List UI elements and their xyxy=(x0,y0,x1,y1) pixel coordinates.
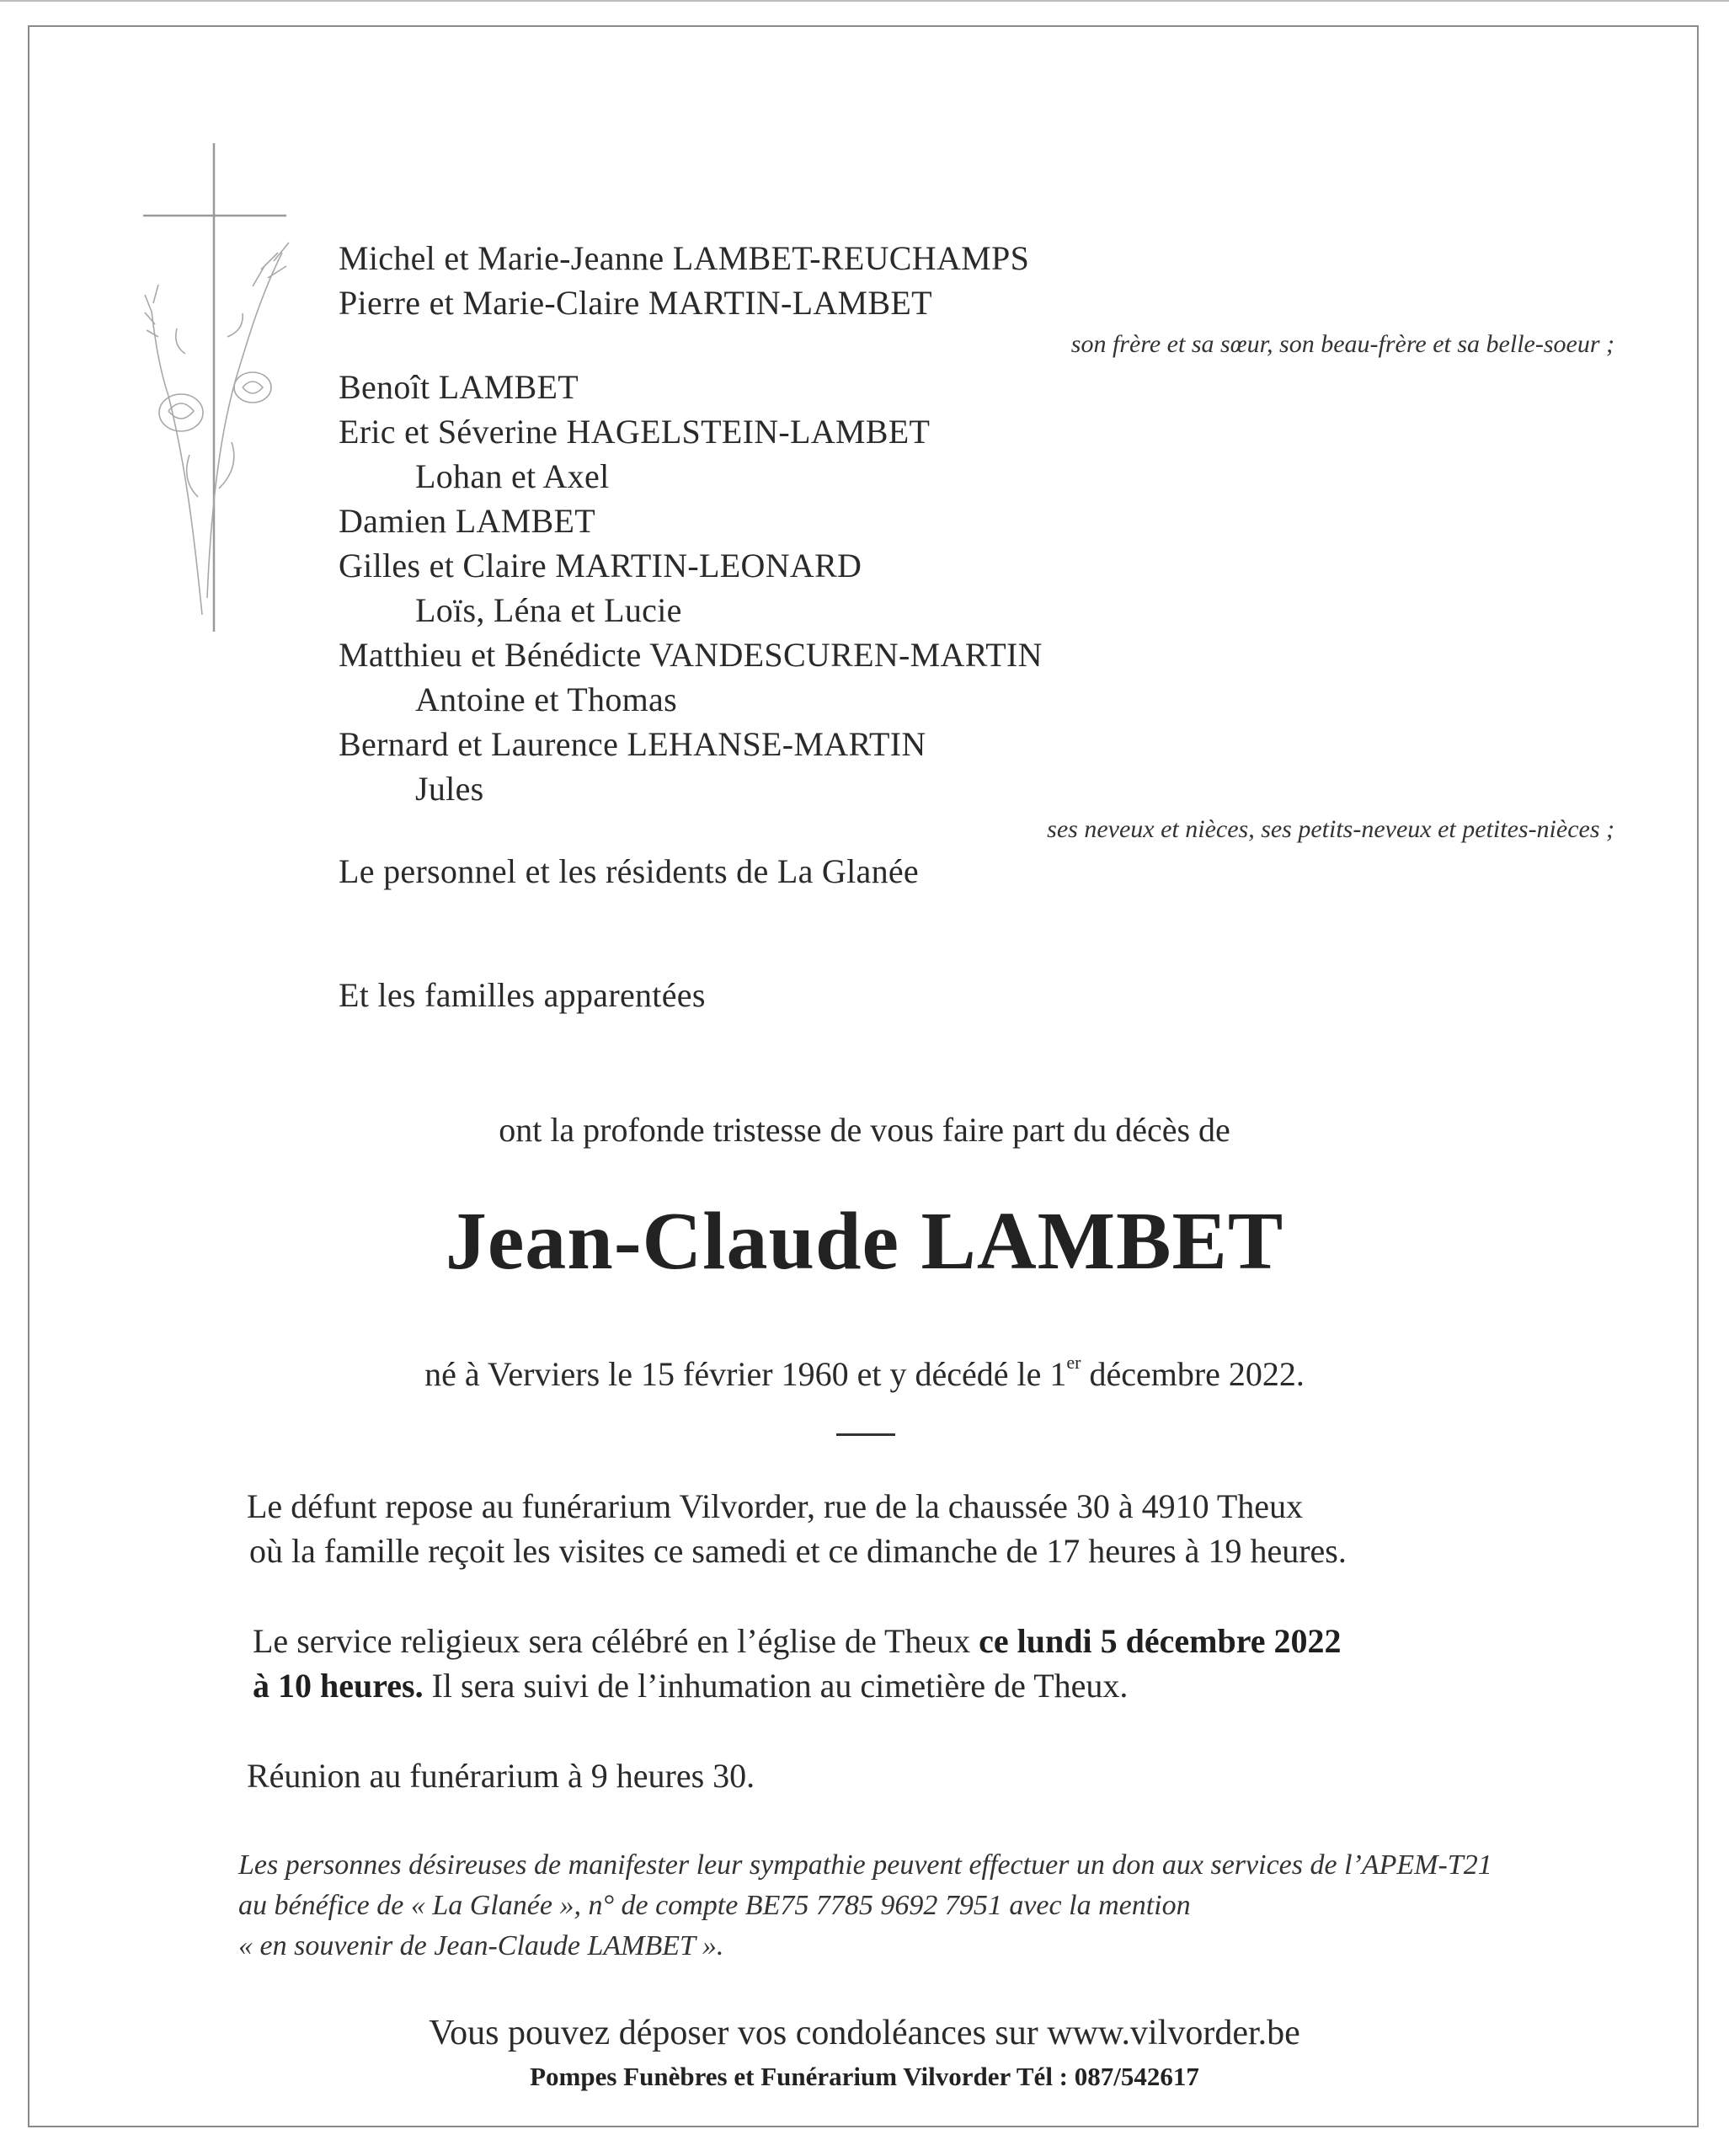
relation-caption: ses neveux et nièces, ses petits-neveux et petites-nièces ; xyxy=(1047,815,1614,843)
child-line: Jules xyxy=(415,770,484,808)
service-line: à 10 heures. Il sera suivi de l’inhumation au cimetière de Theux. xyxy=(253,1667,1129,1705)
family-line: Pierre et Marie-Claire MARTIN-LAMBET xyxy=(339,284,932,322)
family-line: Gilles et Claire MARTIN-LEONARD xyxy=(339,547,862,584)
families-line: Et les familles apparentées xyxy=(339,976,706,1014)
family-line: Damien LAMBET xyxy=(339,502,595,540)
child-line: Antoine et Thomas xyxy=(415,680,677,718)
child-line: Loïs, Léna et Lucie xyxy=(415,591,682,629)
family-line: Bernard et Laurence LEHANSE-MARTIN xyxy=(339,725,926,763)
family-line: Benoît LAMBET xyxy=(339,368,579,406)
top-rule xyxy=(0,0,1729,2)
relation-caption: son frère et sa sœur, son beau-frère et sa belle-soeur ; xyxy=(1070,330,1614,358)
family-line: Michel et Marie-Jeanne LAMBET-REUCHAMPS xyxy=(339,239,1030,277)
repose-line: où la famille reçoit les visites ce samedi et ce dimanche de 17 heures à 19 heures. xyxy=(249,1532,1347,1570)
announcement-intro: ont la profonde tristesse de vous faire part du décès de xyxy=(499,1111,1230,1149)
family-line: Eric et Séverine HAGELSTEIN-LAMBET xyxy=(339,413,931,451)
family-line: Matthieu et Bénédicte VANDESCUREN-MARTIN xyxy=(339,636,1043,674)
donation-note: au bénéfice de « La Glanée », n° de compte BE75 7785 9692 7951 avec la mention xyxy=(238,1890,1191,1921)
deceased-name: Jean-Claude LAMBET xyxy=(445,1196,1284,1287)
donation-note: Les personnes désireuses de manifester leur sympathie peuvent effectuer un don aux services de l’APEM-T21 xyxy=(238,1849,1492,1881)
funeral-home-line: Pompes Funèbres et Funérarium Vilvorder Tél : 087/542617 xyxy=(530,2062,1199,2091)
donation-note: « en souvenir de Jean-Claude LAMBET ». xyxy=(238,1930,724,1961)
service-line: Le service religieux sera célébré en l’église de Theux ce lundi 5 décembre 2022 xyxy=(253,1622,1342,1660)
birth-death-dates: né à Verviers le 15 février 1960 et y décédé le 1er décembre 2022. xyxy=(424,1352,1305,1393)
child-line: Lohan et Axel xyxy=(415,457,610,495)
separator-dash xyxy=(836,1433,895,1436)
reunion-line: Réunion au funérarium à 9 heures 30. xyxy=(247,1757,755,1795)
cross-with-flowers-icon xyxy=(135,143,303,640)
repose-line: Le défunt repose au funérarium Vilvorder, rue de la chaussée 30 à 4910 Theux xyxy=(247,1487,1304,1525)
staff-line: Le personnel et les résidents de La Glanée xyxy=(339,852,919,890)
condolences-line: Vous pouvez déposer vos condoléances sur www.vilvorder.be xyxy=(429,2014,1300,2052)
